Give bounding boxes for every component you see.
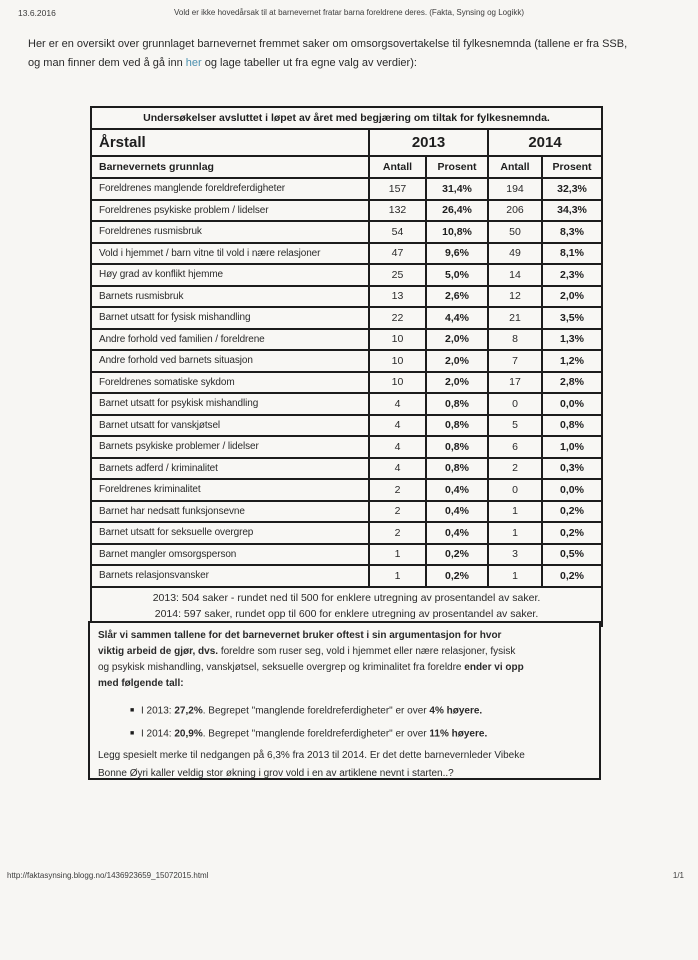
prosent-2013-cell: 0,4%: [426, 501, 488, 523]
text-segment: . Begrepet "manglende foreldreferdigheter" er over: [202, 705, 430, 717]
prosent-2013-cell: 0,8%: [426, 458, 488, 480]
summary-intro-line-4: [98, 676, 591, 692]
table-row: [91, 307, 602, 329]
antall-2013-cell: 10: [369, 350, 426, 372]
text-segment: og lage tabeller ut fra egne valg av verdier):: [201, 57, 417, 69]
antall-2014-cell: 0: [488, 479, 542, 501]
table-row: [91, 544, 602, 566]
row-label: Barnet har nedsatt funksjonsevne: [91, 501, 369, 523]
antall-2014-cell: 8: [488, 329, 542, 351]
prosent-2014-cell: 34,3%: [542, 200, 602, 222]
prosent-2014-cell: 0,3%: [542, 458, 602, 480]
table-row: [91, 372, 602, 394]
antall-2013-cell: 2: [369, 501, 426, 523]
prosent-2014-cell: 0,2%: [542, 522, 602, 544]
antall-2014-cell: 17: [488, 372, 542, 394]
antall-2013-cell: 4: [369, 436, 426, 458]
antall-2014-cell: 1: [488, 501, 542, 523]
antall-2014-cell: 0: [488, 393, 542, 415]
antall-2013-cell: 54: [369, 221, 426, 243]
row-label: Foreldrenes somatiske sykdom: [91, 372, 369, 394]
prosent-2014-cell: 1,3%: [542, 329, 602, 351]
text-segment: ender vi opp: [464, 662, 524, 673]
row-label: Foreldrenes psykiske problem / lidelser: [91, 200, 369, 222]
prosent-2013-cell: 0,2%: [426, 565, 488, 587]
prosent-2014-cell: 8,3%: [542, 221, 602, 243]
prosent-2014-cell: 2,0%: [542, 286, 602, 308]
table-caption: Undersøkelser avsluttet i løpet av året med begjæring om tiltak for fylkesnemnda.: [91, 107, 602, 129]
prosent-2013-cell: 2,6%: [426, 286, 488, 308]
summary-intro: [98, 628, 591, 692]
table-row: [91, 479, 602, 501]
prosent-2013-cell: 0,4%: [426, 479, 488, 501]
table-row: [91, 565, 602, 587]
antall-2013-cell: 10: [369, 372, 426, 394]
row-label: Andre forhold ved barnets situasjon: [91, 350, 369, 372]
text-segment: og psykisk mishandling, vanskjøtsel, seksuelle overgrep og kriminalitet fra foreldre: [98, 662, 465, 673]
row-label: Barnet utsatt for fysisk mishandling: [91, 307, 369, 329]
antall-2014-cell: 2: [488, 458, 542, 480]
table-row: [91, 286, 602, 308]
antall-2013-cell: 1: [369, 544, 426, 566]
year-header-row: [91, 129, 602, 156]
prosent-2014-cell: 32,3%: [542, 178, 602, 200]
prosent-2013-cell: 26,4%: [426, 200, 488, 222]
bullet-item-2013: [98, 700, 591, 723]
antall-2014-cell: 5: [488, 415, 542, 437]
prosent-2013-cell: 0,8%: [426, 415, 488, 437]
antall-2013-cell: 1: [369, 565, 426, 587]
footnote-2013: 2013: 504 saker - rundet ned til 500 for enklere utregning av prosentandel av saker.: [152, 591, 541, 604]
prosent-2013-cell: 2,0%: [426, 372, 488, 394]
row-label: Høy grad av konflikt hjemme: [91, 264, 369, 286]
table-row: [91, 221, 602, 243]
antall-2014-cell: 7: [488, 350, 542, 372]
bullet-list: [98, 700, 591, 745]
antall-2013-cell: 4: [369, 458, 426, 480]
antall-2014-header: Antall: [488, 156, 542, 178]
prosent-2014-cell: 1,0%: [542, 436, 602, 458]
bullet-item-2014: [98, 723, 591, 746]
text-segment: viktig arbeid de gjør, dvs.: [98, 646, 219, 657]
prosent-2013-cell: 2,0%: [426, 329, 488, 351]
antall-2013-cell: 2: [369, 479, 426, 501]
summary-intro-line-2: [98, 644, 591, 660]
text-segment: . Begrepet "manglende foreldreferdigheter" er over: [202, 728, 430, 739]
intro-line-2: [28, 54, 688, 73]
text-segment: Slår vi sammen tallene for det barnevernet bruker oftest i sin argumentasjon for hvor: [98, 630, 502, 641]
table-row: [91, 350, 602, 372]
text-segment: foreldre som ruser seg, vold i hjemmet eller nære relasjoner, fysisk: [218, 646, 516, 657]
prosent-2014-cell: 0,5%: [542, 544, 602, 566]
statistics-table: [90, 106, 603, 627]
row-label: Barnet utsatt for seksuelle overgrep: [91, 522, 369, 544]
antall-2013-header: Antall: [369, 156, 426, 178]
bullet-2014-text: [141, 728, 487, 739]
summary-intro-line-1: [98, 628, 591, 644]
prosent-2013-cell: 0,2%: [426, 544, 488, 566]
table-row: [91, 415, 602, 437]
year-2013-header: 2013: [369, 129, 488, 156]
row-label: Andre forhold ved familien / foreldrene: [91, 329, 369, 351]
antall-2013-cell: 22: [369, 307, 426, 329]
row-label: Barnets rusmisbruk: [91, 286, 369, 308]
antall-2014-cell: 3: [488, 544, 542, 566]
square-bullet-icon: ■: [130, 729, 135, 737]
antall-2014-cell: 12: [488, 286, 542, 308]
text-segment: I 2013:: [141, 705, 175, 717]
prosent-2014-cell: 0,0%: [542, 393, 602, 415]
prosent-2014-cell: 2,8%: [542, 372, 602, 394]
bullet-2013-text: [141, 706, 482, 717]
row-label: Barnets relasjonsvansker: [91, 565, 369, 587]
text-segment: 20,9%: [174, 728, 203, 739]
text-segment: 11% høyere.: [429, 728, 488, 739]
antall-2014-cell: 49: [488, 243, 542, 265]
prosent-2014-cell: 2,3%: [542, 264, 602, 286]
antall-2013-cell: 13: [369, 286, 426, 308]
ssb-link[interactable]: her: [185, 57, 202, 69]
prosent-2013-cell: 0,8%: [426, 436, 488, 458]
antall-2013-cell: 4: [369, 415, 426, 437]
prosent-2013-cell: 9,6%: [426, 243, 488, 265]
year-column-label: Årstall: [91, 129, 369, 156]
summary-closing: [98, 747, 591, 780]
table-row: [91, 178, 602, 200]
row-label: Barnets adferd / kriminalitet: [91, 458, 369, 480]
prosent-2014-cell: 1,2%: [542, 350, 602, 372]
antall-2014-cell: 6: [488, 436, 542, 458]
prosent-2013-cell: 0,8%: [426, 393, 488, 415]
prosent-2013-cell: 0,4%: [426, 522, 488, 544]
row-label: Barnet utsatt for psykisk mishandling: [91, 393, 369, 415]
table-row: [91, 264, 602, 286]
intro-paragraph: [28, 35, 688, 73]
footnote-2014: 2014: 597 saker, rundet opp til 600 for enklere utregning av prosentandel av saker.: [154, 607, 539, 620]
antall-2013-cell: 132: [369, 200, 426, 222]
prosent-2014-cell: 0,8%: [542, 415, 602, 437]
caption-row: [91, 107, 602, 129]
antall-2013-cell: 4: [369, 393, 426, 415]
antall-2014-cell: 50: [488, 221, 542, 243]
table-row: [91, 393, 602, 415]
antall-2014-cell: 1: [488, 522, 542, 544]
prosent-2013-cell: 5,0%: [426, 264, 488, 286]
text-segment: og man finner dem ved å gå inn: [28, 57, 186, 69]
intro-line-1: Her er en oversikt over grunnlaget barnevernet fremmet saker om omsorgsovertakelse til fylkesnemnda (tallene er fra SSB,: [28, 38, 628, 50]
table-row: [91, 243, 602, 265]
antall-2013-cell: 157: [369, 178, 426, 200]
row-label: Barnet mangler omsorgsperson: [91, 544, 369, 566]
antall-2014-cell: 21: [488, 307, 542, 329]
text-segment: 27,2%: [174, 705, 203, 717]
footer-url: http://faktasynsing.blogg.no/1436923659_15072015.html: [7, 871, 209, 880]
document-title: Vold er ikke hovedårsak til at barnevernet fratar barna foreldrene deres. (Fakta, Synsing og Logikk): [174, 8, 524, 17]
prosent-2013-cell: 2,0%: [426, 350, 488, 372]
grunnlag-column-header: Barnevernets grunnlag: [91, 156, 369, 178]
antall-2013-cell: 10: [369, 329, 426, 351]
row-label: Foreldrenes rusmisbruk: [91, 221, 369, 243]
prosent-2014-cell: 8,1%: [542, 243, 602, 265]
table-row: [91, 436, 602, 458]
row-label: Barnets psykiske problemer / lidelser: [91, 436, 369, 458]
year-2014-header: 2014: [488, 129, 602, 156]
prosent-2013-header: Prosent: [426, 156, 488, 178]
row-label: Foreldrenes manglende foreldreferdigheter: [91, 178, 369, 200]
table-row: [91, 501, 602, 523]
table-row: [91, 458, 602, 480]
antall-2014-cell: 194: [488, 178, 542, 200]
table-row: [91, 200, 602, 222]
prosent-2014-cell: 0,2%: [542, 501, 602, 523]
table-row: [91, 329, 602, 351]
square-bullet-icon: ■: [130, 707, 135, 714]
text-segment: med følgende tall:: [98, 678, 184, 689]
prosent-2013-cell: 10,8%: [426, 221, 488, 243]
prosent-2014-cell: 3,5%: [542, 307, 602, 329]
prosent-2014-cell: 0,0%: [542, 479, 602, 501]
prosent-2013-cell: 4,4%: [426, 307, 488, 329]
summary-intro-line-3: [98, 660, 591, 676]
prosent-2013-cell: 31,4%: [426, 178, 488, 200]
row-label: Vold i hjemmet / barn vitne til vold i nære relasjoner: [91, 243, 369, 265]
row-label: Foreldrenes kriminalitet: [91, 479, 369, 501]
summary-box: [88, 621, 601, 780]
antall-2013-cell: 25: [369, 264, 426, 286]
column-header-row: [91, 156, 602, 178]
table-row: [91, 522, 602, 544]
table-footnote: [91, 587, 602, 626]
prosent-2014-cell: 0,2%: [542, 565, 602, 587]
antall-2013-cell: 2: [369, 522, 426, 544]
row-label: Barnet utsatt for vanskjøtsel: [91, 415, 369, 437]
prosent-2014-header: Prosent: [542, 156, 602, 178]
text-segment: I 2014:: [141, 728, 175, 739]
antall-2014-cell: 1: [488, 565, 542, 587]
page-number: 1/1: [672, 871, 684, 880]
print-date: 13.6.2016: [18, 8, 56, 18]
antall-2014-cell: 14: [488, 264, 542, 286]
closing-line-1: Legg spesielt merke til nedgangen på 6,3% fra 2013 til 2014. Er det dette barnevernleder Vibeke: [98, 750, 525, 761]
footnote-row: [91, 587, 602, 626]
antall-2014-cell: 206: [488, 200, 542, 222]
text-segment: 4% høyere.: [429, 705, 483, 717]
antall-2013-cell: 47: [369, 243, 426, 265]
closing-line-2: Bonne Øyri kaller veldig stor økning i grov vold i en av artiklene nevnt i starten..?: [98, 767, 454, 779]
